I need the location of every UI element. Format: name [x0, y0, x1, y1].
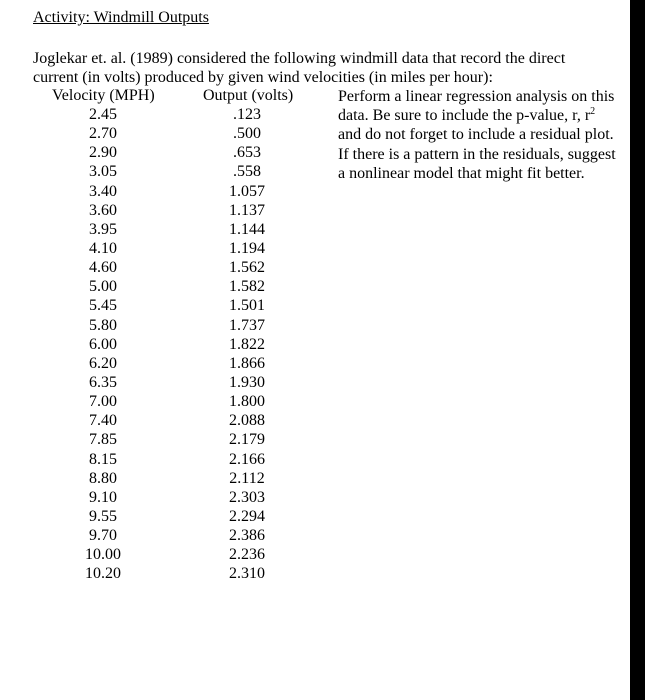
table-row [0, 545, 330, 564]
output-cell: 2.294 [229, 507, 265, 525]
velocity-cell: 6.35 [89, 373, 117, 391]
output-cell: 2.112 [229, 469, 265, 487]
table-row [0, 526, 330, 545]
output-cell: .558 [233, 163, 261, 181]
table-row [0, 354, 330, 373]
table-row [0, 430, 330, 449]
output-cell: 2.088 [229, 412, 265, 430]
velocity-cell: 9.70 [89, 527, 117, 545]
output-cell: 1.866 [229, 354, 265, 372]
windmill-data-table [0, 105, 330, 584]
table-row [0, 335, 330, 354]
table-row [0, 450, 330, 469]
velocity-cell: 2.45 [89, 106, 117, 123]
output-column-header: Output (volts) [203, 87, 294, 104]
output-cell: 1.137 [229, 201, 265, 219]
velocity-cell: 9.10 [89, 488, 117, 506]
activity-title: Activity: Windmill Outputs [33, 9, 209, 26]
intro-paragraph [33, 49, 623, 87]
table-row [0, 162, 330, 181]
velocity-cell: 2.90 [89, 144, 117, 162]
velocity-cell: 4.10 [89, 239, 117, 257]
instructions-line-2-text: data. Be sure to include the p-value, r, r [338, 107, 591, 125]
table-row [0, 105, 330, 124]
output-cell: 2.179 [229, 431, 265, 449]
velocity-cell: 10.20 [85, 565, 121, 583]
output-cell: 2.310 [229, 565, 265, 583]
velocity-cell: 10.00 [85, 546, 121, 564]
velocity-cell: 5.80 [89, 316, 117, 334]
velocity-cell: 6.20 [89, 354, 117, 372]
table-row [0, 469, 330, 488]
velocity-cell: 8.80 [89, 469, 117, 487]
table-row [0, 316, 330, 335]
velocity-cell: 3.05 [89, 163, 117, 181]
table-row [0, 143, 330, 162]
output-cell: 1.562 [229, 259, 265, 277]
output-cell: 1.930 [229, 373, 265, 391]
intro-line-1: Joglekar et. al. (1989) considered the following windmill data that record the direct [33, 50, 566, 67]
velocity-cell: 7.40 [89, 412, 117, 430]
velocity-cell: 2.70 [89, 125, 117, 143]
instructions-paragraph [338, 87, 628, 183]
table-row [0, 564, 330, 583]
output-cell: 2.166 [229, 450, 265, 468]
velocity-cell: 7.00 [89, 393, 117, 411]
table-row [0, 411, 330, 430]
velocity-column-header: Velocity (MPH) [52, 87, 155, 104]
table-row [0, 201, 330, 220]
velocity-cell: 4.60 [89, 259, 117, 277]
velocity-cell: 5.45 [89, 297, 117, 315]
instructions-line-2 [338, 106, 628, 125]
output-cell: 2.303 [229, 488, 265, 506]
table-row [0, 296, 330, 315]
output-cell: 1.501 [229, 297, 265, 315]
output-cell: 2.236 [229, 546, 265, 564]
instructions-line-5: a nonlinear model that might fit better. [338, 164, 585, 182]
instructions-line-3: and do not forget to include a residual plot. [338, 126, 614, 144]
output-cell: .653 [233, 144, 261, 162]
table-row [0, 488, 330, 507]
velocity-cell: 5.00 [89, 278, 117, 296]
table-row [0, 277, 330, 296]
velocity-cell: 6.00 [89, 335, 117, 353]
table-row [0, 220, 330, 239]
output-cell: 1.194 [229, 239, 265, 257]
output-cell: .500 [233, 125, 261, 143]
velocity-cell: 3.40 [89, 182, 117, 200]
table-row [0, 373, 330, 392]
table-row [0, 182, 330, 201]
output-cell: 1.737 [229, 316, 265, 334]
output-cell: .123 [233, 106, 261, 123]
output-cell: 1.582 [229, 278, 265, 296]
intro-line-2: current (in volts) produced by given wind velocities (in miles per hour): [33, 69, 493, 86]
velocity-cell: 8.15 [89, 450, 117, 468]
velocity-cell: 3.60 [89, 201, 117, 219]
instructions-line-1: Perform a linear regression analysis on this [338, 88, 615, 105]
table-row [0, 124, 330, 143]
velocity-cell: 9.55 [89, 507, 117, 525]
table-row [0, 507, 330, 526]
instructions-line-4: If there is a pattern in the residuals, suggest [338, 145, 616, 163]
table-row [0, 239, 330, 258]
velocity-cell: 3.95 [89, 220, 117, 238]
output-cell: 1.800 [229, 393, 265, 411]
output-cell: 1.144 [229, 220, 265, 238]
output-cell: 1.822 [229, 335, 265, 353]
velocity-cell: 7.85 [89, 431, 117, 449]
output-cell: 2.386 [229, 527, 265, 545]
r-squared-superscript: 2 [590, 106, 596, 118]
table-row [0, 392, 330, 411]
output-cell: 1.057 [229, 182, 265, 200]
table-row [0, 258, 330, 277]
